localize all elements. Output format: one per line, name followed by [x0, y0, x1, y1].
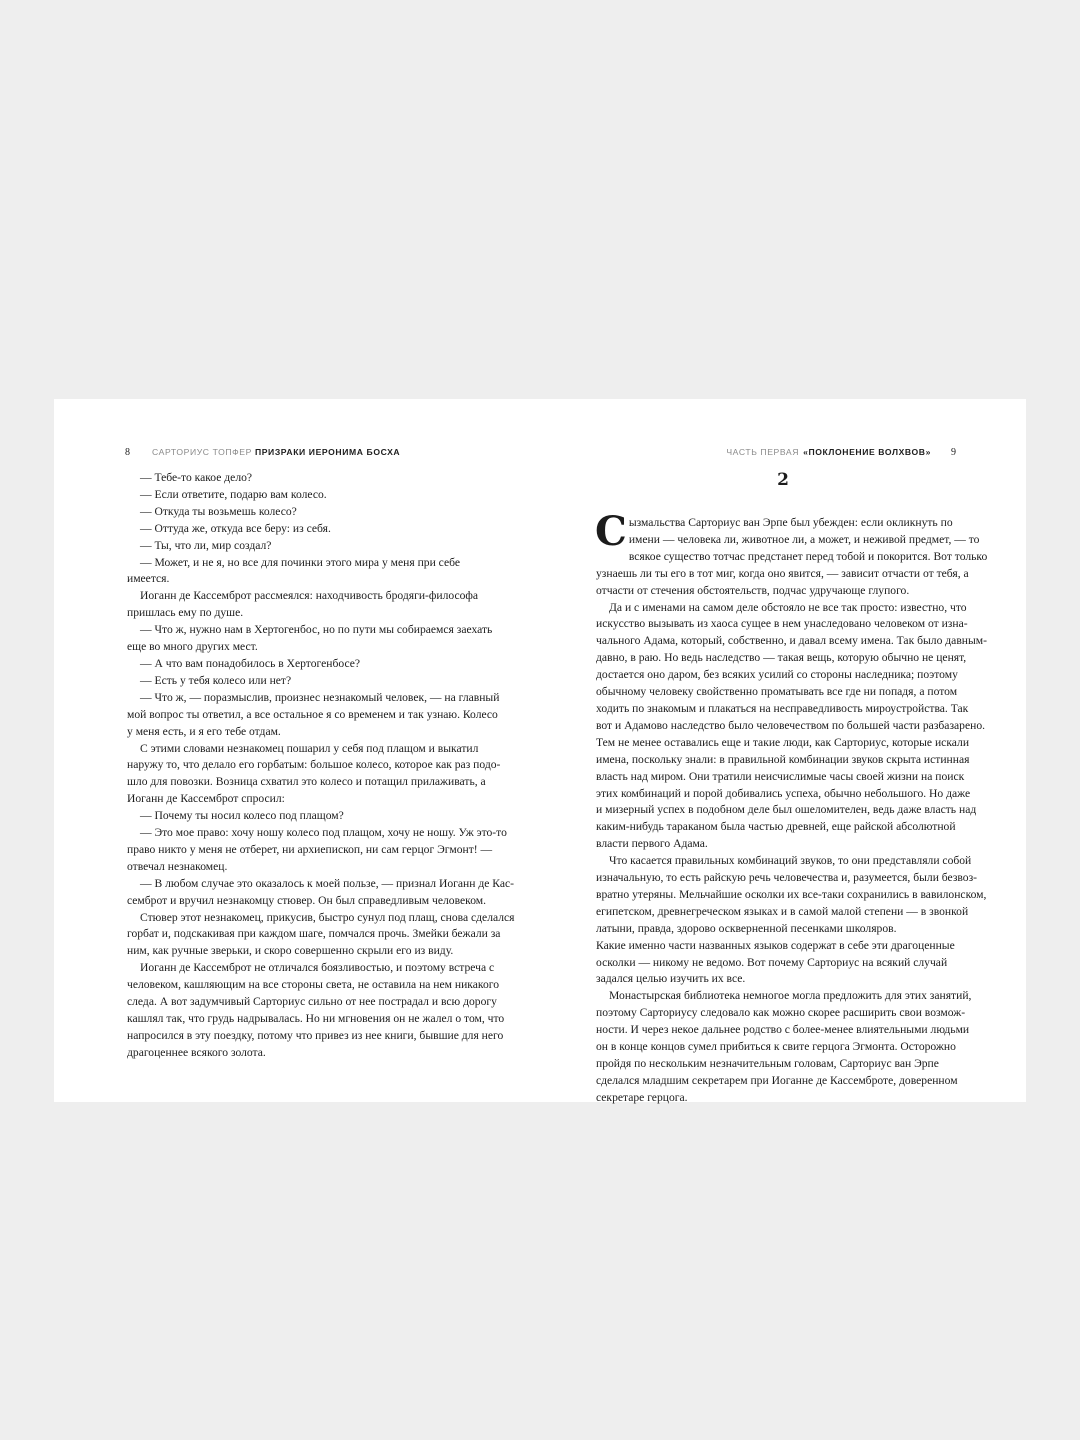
text-line: сделался младшим секретарем при Иоганне де Кассемброте, доверенном: [596, 1073, 958, 1087]
text-line: пришлась ему по душе.: [127, 606, 244, 620]
text-line: Какие именно части названных языков содержат в себе эти драгоценные: [596, 938, 955, 952]
text-line: латыни, правда, здорово оскверненной песенками школяров.: [596, 921, 897, 935]
text-line: имена, поскольку знали: в правильной комбинации звуков скрыта истинная: [596, 752, 970, 766]
paragraph: [127, 555, 486, 589]
text-line: власти первого Адама.: [596, 837, 708, 851]
text-line: еще во много других мест.: [127, 640, 258, 654]
text-line: чального Адама, который, собственно, и давал всему имена. Так было давным-: [596, 634, 987, 648]
page-number: 8: [125, 447, 130, 458]
text-line: право никто у меня не отберет, ни архиепископ, ни сам герцог Эгмонт! —: [127, 842, 493, 856]
drop-cap: С: [595, 508, 627, 555]
paragraph: [127, 538, 486, 555]
text-line: — Тебе-то какое дело?: [140, 471, 253, 484]
text-line: — В любом случае это оказалось к моей пользе, — признал Иоганн де Кас-: [140, 876, 515, 890]
text-line: человеком, кашляющим на все стороны света, не оставила на нем никакого: [127, 978, 500, 992]
paragraph: [127, 521, 486, 538]
text-line: Монастырская библиотека немногое могла предложить для этих занятий,: [609, 989, 972, 1003]
text-line: Что касается правильных комбинаций звуков, то они представляли собой: [609, 854, 972, 868]
text-line: — Что ж, нужно нам в Хертогенбос, но по пути мы собираемся заехать: [140, 623, 493, 637]
text-line: каким-нибудь тараканом была частью древней, еще райской абсолютной: [596, 820, 956, 834]
text-line: осколки — никому не ведомо. Вот почему Сарториус на всякий случай: [596, 955, 948, 969]
text-line: и мизерный успех в подобном деле был ошеломителен, ведь даже власть над: [596, 803, 977, 817]
right-page: [540, 399, 1026, 1102]
text-line: ности. И через некое дальнее родство с более-менее влиятельными людьми: [596, 1023, 970, 1037]
part-label: ЧАСТЬ ПЕРВАЯ: [726, 447, 800, 457]
text-line: — Может, и не я, но все для починки этого мира у меня при себе: [140, 555, 460, 569]
right-running-head: [726, 447, 956, 458]
text-line: напросился в эту поездку, потому что привез из нее книги, бывшие для него: [127, 1028, 504, 1042]
first-paragraph: [595, 508, 988, 600]
paragraph: [596, 988, 972, 1106]
text-line: Тем не менее оставались еще и такие люди, как Сарториус, которые искали: [596, 735, 970, 749]
paragraph: [127, 876, 515, 910]
paragraph: [127, 690, 500, 741]
text-line: семброт и вручил незнакомцу стювер. Он был справедливым человеком.: [127, 893, 487, 907]
text-line: — Почему ты носил колесо под плащом?: [140, 809, 344, 823]
left-running-head: [125, 447, 400, 458]
text-line: он в конце концов сумел прибиться к свите герцога Эгмонта. Осторожно: [596, 1040, 956, 1054]
text-line: изначальную, то есть райскую речь человечества и, разумеется, были безвоз-: [596, 871, 978, 885]
text-line: горбат и, подскакивая при каждом шаге, помчался прочь. Змейки бежали за: [127, 927, 501, 941]
book-title: ПРИЗРАКИ ИЕРОНИМА БОСХА: [254, 447, 401, 457]
paragraph: [127, 470, 486, 487]
text-line: — Ты, что ли, мир создал?: [140, 538, 272, 552]
left-body-text: [127, 470, 515, 1062]
left-page: [54, 399, 540, 1102]
text-line: следа. А вот задумчивый Сарториус сильно от нее пострадал и всю дорогу: [127, 995, 497, 1009]
paragraph: [127, 656, 486, 673]
text-line: Иоганн де Кассемброт спросил:: [127, 792, 285, 806]
text-line: египетском, древнегреческом языках и в самой малой степени — в звонкой: [596, 904, 969, 918]
text-line: имени — человека ли, животное ли, а может, и неживой предмет, — то: [628, 532, 980, 546]
paragraph: [596, 853, 987, 988]
text-line: вратно утеряны. Мельчайшие осколки их все-таки сохранились в вавилонском,: [596, 887, 987, 901]
text-line: — Откуда ты возьмешь колесо?: [140, 504, 297, 518]
text-line: кашлял так, что грудь надрывалась. Но ни мгновения он не жалел о том, что: [127, 1012, 505, 1025]
text-line: узнаешь ли ты его в тот миг, когда оно явится, — зависит отчасти от тебя, а: [596, 566, 969, 580]
text-line: — А что вам понадобилось в Хертогенбосе?: [140, 656, 361, 670]
text-line: у меня есть, и я его тебе отдам.: [127, 724, 281, 738]
text-line: Иоганн де Кассемброт не отличался боязливостью, и поэтому встреча с: [140, 961, 495, 975]
text-line: Стювер этот незнакомец, прикусив, быстро сунул под плащ, снова сделался: [140, 910, 515, 924]
page-number: 9: [951, 447, 956, 458]
paragraph: [127, 588, 486, 622]
text-line: Иоганн де Кассемброт рассмеялся: находчивость бродяги-философа: [140, 589, 479, 603]
text-line: пройдя по нескольким незначительным головам, Сарториус ван Эрпе: [596, 1057, 939, 1070]
paragraph: [127, 673, 486, 690]
book-spread: [54, 399, 1026, 1102]
paragraph: [127, 960, 505, 1061]
text-line: — Есть у тебя колесо или нет?: [140, 673, 292, 687]
text-line: отчасти от стечения обстоятельств, подчас удручающе глупого.: [596, 583, 910, 597]
paragraph: [127, 487, 486, 504]
text-line: драгоценнее всякого золота.: [127, 1045, 266, 1059]
text-line: всякое существо тотчас предстанет перед тобой и покорится. Вот только: [628, 549, 988, 563]
text-line: имеется.: [127, 572, 170, 586]
text-line: наружу то, что делало его горбатым: большое колесо, которое как раз подо-: [127, 758, 501, 772]
text-line: мой вопрос ты ответил, а все остальное я со временем и так узнаю. Колесо: [127, 707, 498, 721]
text-line: давно, в раю. Но ведь наследство — такая вещь, которую обычно не ценят,: [596, 651, 967, 665]
text-line: — Если ответите, подарю вам колесо.: [140, 487, 327, 501]
paragraph: [127, 808, 486, 825]
text-line: — Это мое право: хочу ношу колесо под плащом, хочу не ношу. Уж это-то: [140, 826, 507, 840]
text-line: власть над миром. Они тратили неисчислимые часы своей жизни на поиск: [596, 769, 965, 783]
text-line: — Что ж, — поразмыслив, произнес незнакомый человек, — на главный: [140, 690, 500, 704]
text-line: искусство вызывать из хаоса сущее в нем унаследовано человеком от изна-: [596, 617, 968, 631]
paragraph: [127, 504, 486, 521]
text-line: ызмальства Сарториус ван Эрпе был убежден: если окликнуть по: [628, 516, 953, 529]
text-line: С этими словами незнакомец пошарил у себя под плащом и выкатил: [140, 741, 479, 755]
text-line: шло для повозки. Возница схватил это колесо и потащил прилаживать, а: [127, 775, 486, 789]
paragraph: [127, 622, 493, 656]
text-line: поэтому Сарториусу следовало как можно скорее расширить свои возмож-: [596, 1006, 966, 1020]
text-line: секретаре герцога.: [596, 1090, 688, 1104]
author-name: САРТОРИУС ТОПФЕР: [152, 447, 252, 457]
text-line: ходить по знакомым и плакаться на несправедливость мироустройства. Так: [596, 701, 969, 715]
right-body-text: [595, 508, 988, 1107]
text-line: вот и Адамово наследство было человечеством по большей части разбазарено.: [596, 718, 986, 732]
paragraph: [127, 825, 507, 876]
text-line: задался целью изучить их все.: [596, 972, 746, 986]
paragraph: [127, 910, 515, 961]
chapter-title: «ПОКЛОНЕНИЕ ВОЛХВОВ»: [803, 447, 931, 457]
text-line: ним, как ручные зверьки, и скоро совершенно скрыли его из виду.: [127, 944, 454, 958]
text-line: этих комбинаций и порой добивались успеха, обычно небольшого. Но даже: [596, 786, 971, 800]
text-line: достается оно даром, без всяких усилий со стороны наследника; поэтому: [596, 668, 958, 682]
chapter-number: 2: [777, 470, 789, 490]
paragraph: [596, 600, 987, 854]
text-line: обычному человеку свойственно проматывать все где ни попадя, а потом: [596, 685, 958, 699]
text-line: — Оттуда же, откуда все беру: из себя.: [140, 521, 331, 535]
text-line: Да и с именами на самом деле обстояло не все так просто: известно, что: [609, 600, 967, 614]
paragraph: [127, 741, 501, 809]
text-line: отвечал незнакомец.: [127, 859, 228, 873]
